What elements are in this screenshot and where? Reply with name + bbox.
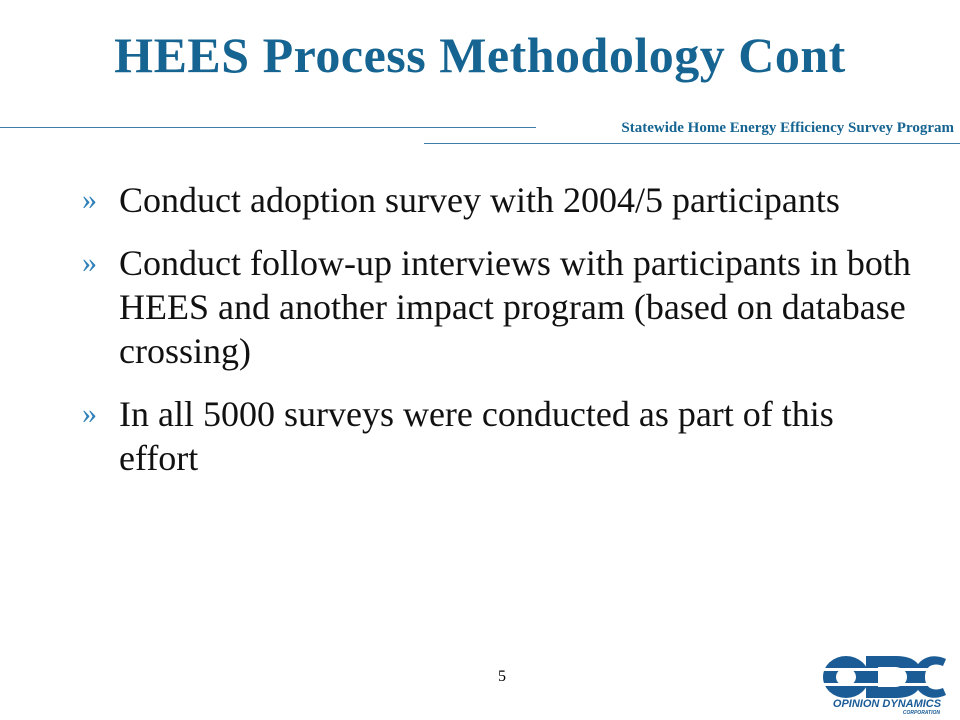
- bullet-item: [82, 392, 922, 480]
- bullet-text: Conduct follow-up interviews with participants in both HEES and another impact program (based on database crossing): [119, 243, 911, 371]
- logo-corporation: CORPORATION: [902, 710, 940, 715]
- bullet-item: [82, 241, 922, 373]
- bullet-marker: »: [82, 246, 97, 279]
- header-rule-upper: [0, 127, 536, 128]
- logo-speed-stripe: [822, 683, 952, 686]
- bullet-marker: »: [82, 183, 97, 216]
- bullet-list: [82, 178, 922, 499]
- logo-speed-stripe: [822, 668, 952, 671]
- program-subtitle: Statewide Home Energy Efficiency Survey Program: [617, 119, 954, 137]
- logo-company-name: OPINION DYNAMICS: [832, 698, 942, 710]
- slide-title: HEES Process Methodology Cont: [114, 27, 846, 83]
- odc-logo: [822, 653, 952, 715]
- page-number: 5: [498, 668, 506, 685]
- header-rule-lower: [424, 143, 960, 144]
- bullet-marker: »: [82, 397, 97, 430]
- bullet-text: In all 5000 surveys were conducted as part of this effort: [119, 394, 834, 478]
- bullet-text: Conduct adoption survey with 2004/5 participants: [119, 180, 840, 220]
- bullet-item: [82, 178, 922, 222]
